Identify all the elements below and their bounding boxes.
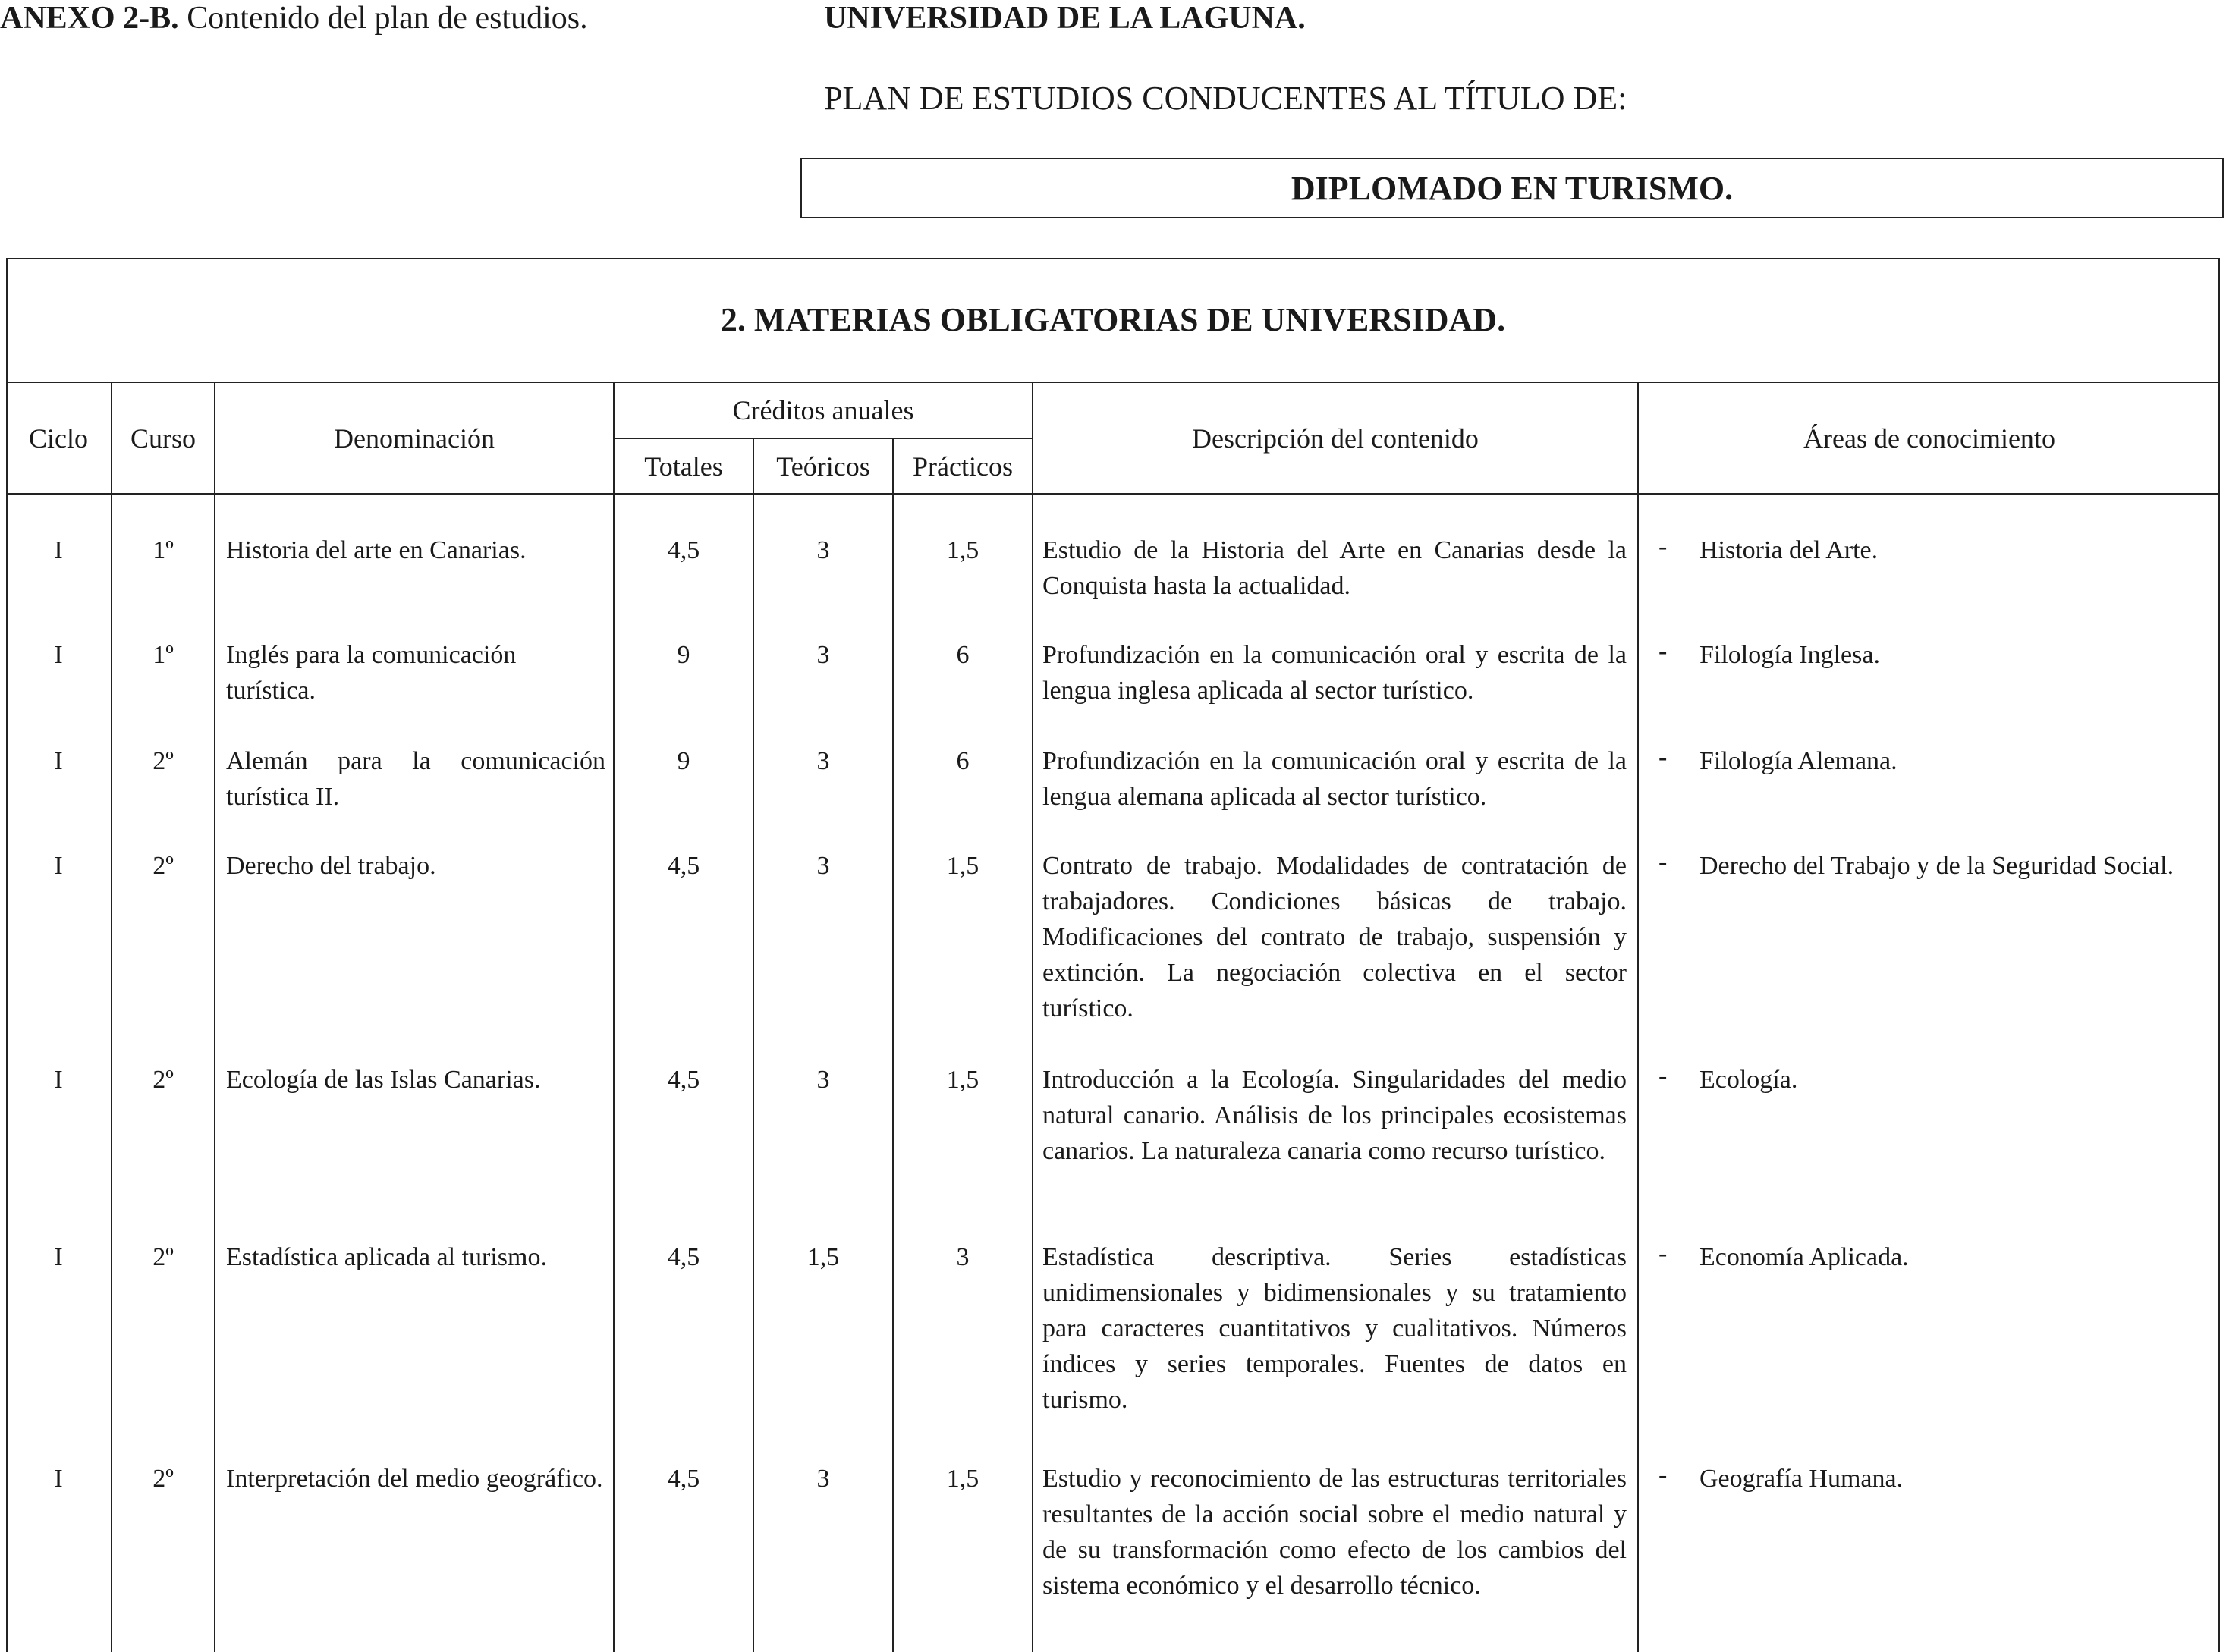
col-header-ciclo: Ciclo xyxy=(29,422,88,454)
row-5-totales: 4,5 xyxy=(667,1066,700,1094)
row-5-practicos: 1,5 xyxy=(946,1066,979,1094)
row-5-ciclo: I xyxy=(54,1066,63,1094)
row-1-teoricos: 3 xyxy=(816,536,830,564)
row-2-area: Filología Inglesa. xyxy=(1699,641,1880,669)
col-rule-practicos xyxy=(1032,382,1033,1652)
row-7-area: Geografía Humana. xyxy=(1699,1465,1904,1493)
col-header-curso: Curso xyxy=(130,422,196,454)
row-3-totales: 9 xyxy=(677,747,690,775)
col-header-descripcion: Descripción del contenido xyxy=(1192,422,1479,454)
row-2-denominacion: Inglés para la comunicación turística. xyxy=(226,641,517,705)
row-4-area-bullet: - xyxy=(1658,848,1668,876)
row-2-totales: 9 xyxy=(677,641,690,669)
row-7-totales: 4,5 xyxy=(667,1465,700,1493)
row-4-denominacion: Derecho del trabajo. xyxy=(226,852,436,880)
row-1-denominacion: Historia del arte en Canarias. xyxy=(226,536,527,564)
col-rule-descripcion xyxy=(1637,382,1639,1652)
row-2-teoricos: 3 xyxy=(816,641,830,669)
row-2-area-bullet: - xyxy=(1658,637,1668,665)
col-header-totales: Totales xyxy=(644,451,723,482)
row-4-descripcion: Contrato de trabajo. Modalidades de contratación de trabajadores. Condiciones básicas de trabajo. Modificaciones del contrato de trabajo, suspensión y extinción. La negociación colectiva en el sector turístico. xyxy=(1042,852,1627,1022)
row-7-descripcion: Estudio y reconocimiento de las estructuras territoriales resultantes de la acción social sobre el medio natural y de su transformación como efecto de los cambios del sistema económico y el desarrollo técnico. xyxy=(1042,1465,1627,1600)
degree-title: DIPLOMADO EN TURISMO. xyxy=(1291,169,1734,207)
col-header-areas: Áreas de conocimiento xyxy=(1803,422,2055,454)
row-3-curso: 2º xyxy=(152,747,174,775)
row-3-teoricos: 3 xyxy=(816,747,830,775)
row-2-ciclo: I xyxy=(54,641,63,669)
annex-label: ANEXO 2-B. xyxy=(0,1,179,36)
row-7-practicos: 1,5 xyxy=(946,1465,979,1493)
row-7-area-bullet: - xyxy=(1658,1461,1668,1489)
row-5-descripcion: Introducción a la Ecología. Singularidades del medio natural canario. Análisis de los principales ecosistemas canarios. La naturaleza canaria como recurso turístico. xyxy=(1042,1066,1627,1165)
header-bottom-rule xyxy=(6,493,2220,495)
row-6-teoricos: 1,5 xyxy=(806,1243,840,1271)
row-3-area: Filología Alemana. xyxy=(1699,747,1897,775)
row-1-ciclo: I xyxy=(54,536,63,564)
row-4-practicos: 1,5 xyxy=(946,852,979,880)
row-1-descripcion: Estudio de la Historia del Arte en Canarias desde la Conquista hasta la actualidad. xyxy=(1042,536,1627,600)
row-6-descripcion: Estadística descriptiva. Series estadísticas unidimensionales y bidimensionales y su tratamiento para caracteres cuantitativos y cualitativos. Números índices y series temporales. Fuentes de datos en turismo. xyxy=(1042,1243,1627,1414)
row-6-area: Economía Aplicada. xyxy=(1699,1243,1909,1271)
annex-caption: Contenido del plan de estudios. xyxy=(178,1,588,36)
row-4-area: Derecho del Trabajo y de la Seguridad Social. xyxy=(1699,852,2174,880)
row-7-ciclo: I xyxy=(54,1465,63,1493)
col-rule-curso xyxy=(214,382,215,1652)
col-header-creditos: Créditos anuales xyxy=(732,395,914,426)
row-6-totales: 4,5 xyxy=(667,1243,700,1271)
section-title: 2. MATERIAS OBLIGATORIAS DE UNIVERSIDAD. xyxy=(720,301,1506,338)
row-6-curso: 2º xyxy=(152,1243,174,1271)
row-1-curso: 1º xyxy=(152,536,174,564)
row-5-area: Ecología. xyxy=(1699,1066,1798,1094)
col-header-teoricos: Teóricos xyxy=(776,451,870,482)
row-4-ciclo: I xyxy=(54,852,63,880)
row-1-totales: 4,5 xyxy=(667,536,700,564)
row-7-denominacion: Interpretación del medio geográfico. xyxy=(226,1465,603,1493)
row-4-totales: 4,5 xyxy=(667,852,700,880)
row-3-area-bullet: - xyxy=(1658,743,1668,771)
row-6-practicos: 3 xyxy=(956,1243,970,1271)
row-5-area-bullet: - xyxy=(1658,1062,1668,1090)
row-4-curso: 2º xyxy=(152,852,174,880)
row-7-teoricos: 3 xyxy=(816,1465,830,1493)
row-1-area-bullet: - xyxy=(1658,532,1668,561)
row-4-teoricos: 3 xyxy=(816,852,830,880)
row-3-practicos: 6 xyxy=(956,747,970,775)
degree-title-box xyxy=(800,158,2224,218)
col-header-denominacion: Denominación xyxy=(334,422,495,454)
university-name: UNIVERSIDAD DE LA LAGUNA. xyxy=(824,1,1306,36)
row-5-teoricos: 3 xyxy=(816,1066,830,1094)
row-6-denominacion: Estadística aplicada al turismo. xyxy=(226,1243,547,1271)
row-3-denominacion: Alemán para la comunicación turística II. xyxy=(226,747,605,811)
row-2-curso: 1º xyxy=(152,641,174,669)
annex-heading xyxy=(0,0,588,36)
row-6-ciclo: I xyxy=(54,1243,63,1271)
row-7-curso: 2º xyxy=(152,1465,174,1493)
row-2-practicos: 6 xyxy=(956,641,970,669)
row-3-ciclo: I xyxy=(54,747,63,775)
row-2-descripcion: Profundización en la comunicación oral y escrita de la lengua inglesa aplicada al sector turístico. xyxy=(1042,641,1627,705)
plan-caption: PLAN DE ESTUDIOS CONDUCENTES AL TÍTULO DE: xyxy=(824,80,1627,117)
row-1-practicos: 1,5 xyxy=(946,536,979,564)
row-5-curso: 2º xyxy=(152,1066,174,1094)
row-6-area-bullet: - xyxy=(1658,1239,1668,1267)
row-3-descripcion: Profundización en la comunicación oral y escrita de la lengua alemana aplicada al sector turístico. xyxy=(1042,747,1627,811)
row-5-denominacion: Ecología de las Islas Canarias. xyxy=(226,1066,541,1094)
row-1-area: Historia del Arte. xyxy=(1699,536,1879,564)
col-header-practicos: Prácticos xyxy=(913,451,1013,482)
